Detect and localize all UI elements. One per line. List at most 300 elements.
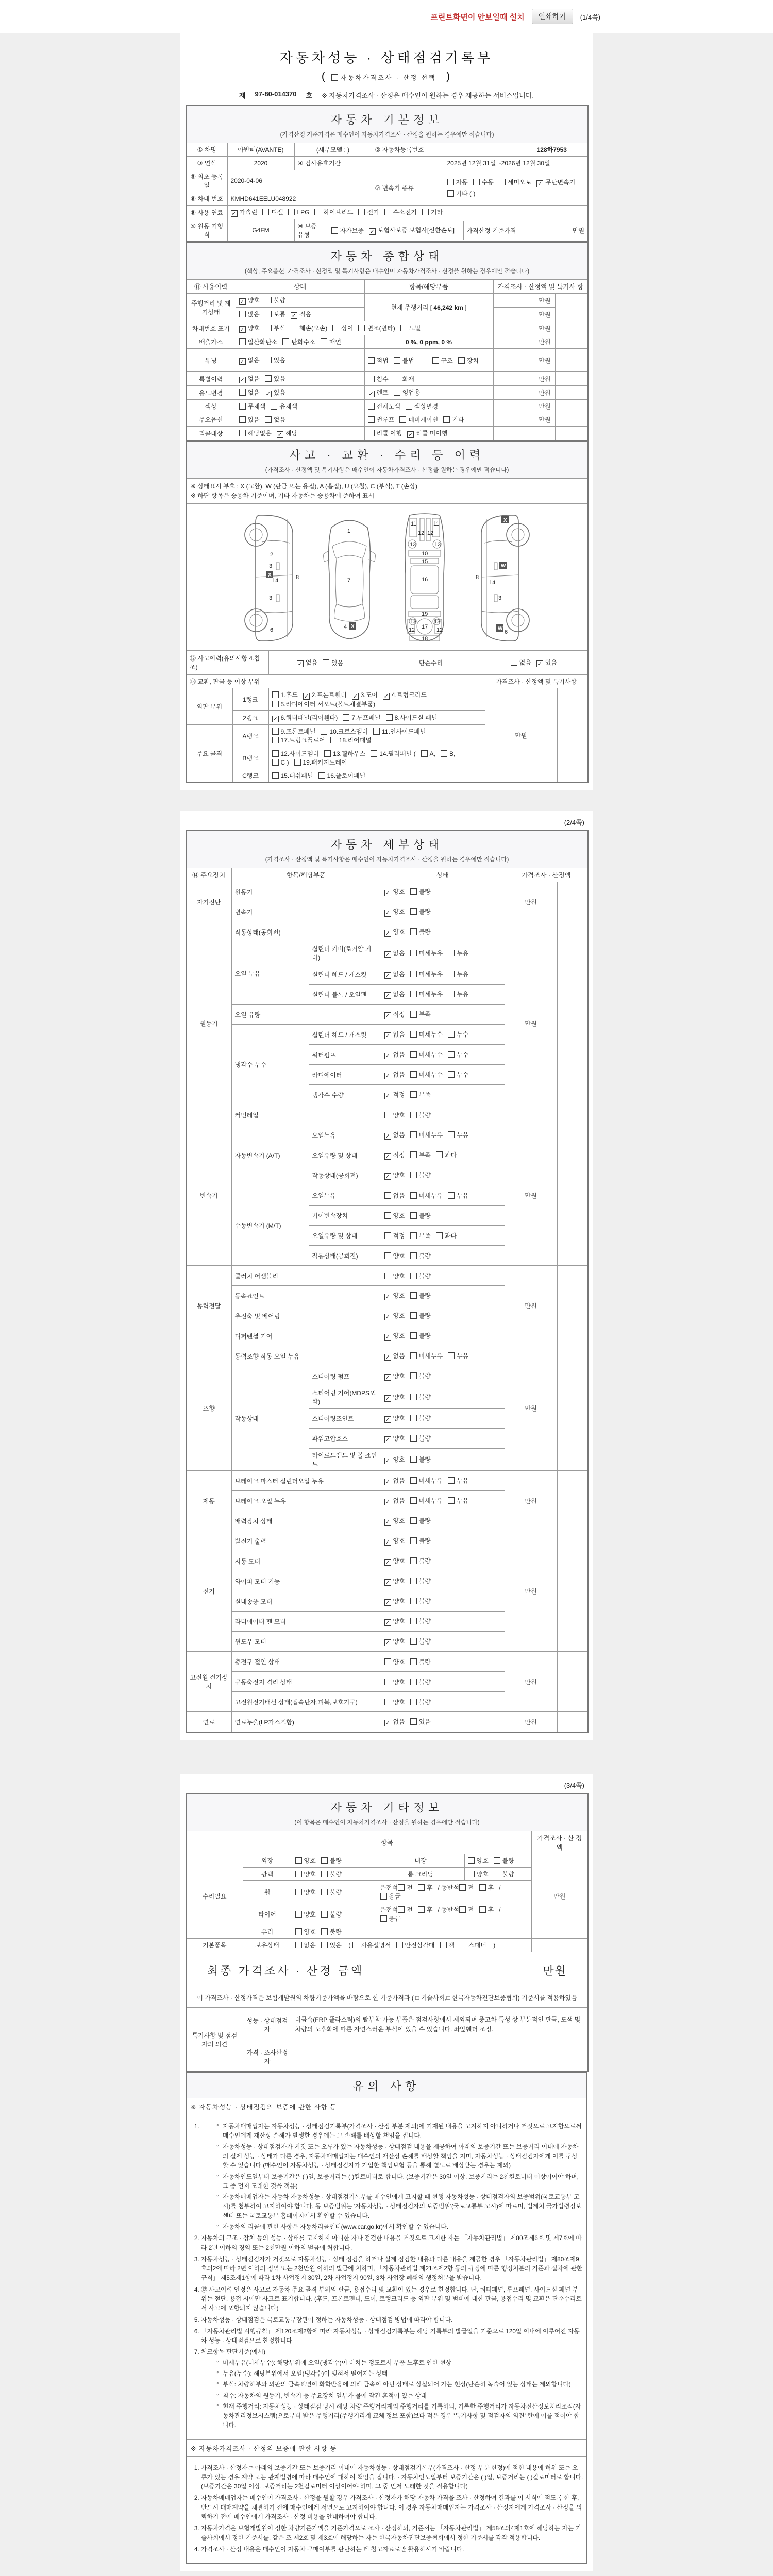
checked-checkbox-icon[interactable]: ✓ [240, 377, 245, 383]
unchecked-checkbox-icon[interactable] [239, 389, 246, 396]
checkbox-option[interactable] [384, 1331, 405, 1341]
checkbox-option[interactable] [324, 749, 365, 758]
checked-checkbox-icon[interactable]: ✓ [408, 432, 413, 438]
checkbox-option[interactable] [384, 1657, 405, 1666]
checked-checkbox-icon[interactable]: ✓ [291, 313, 296, 319]
unchecked-checkbox-icon[interactable] [410, 1051, 417, 1058]
checkbox-option[interactable] [384, 1272, 405, 1280]
checkbox-option[interactable] [410, 948, 443, 957]
checkbox-option[interactable] [479, 1883, 494, 1892]
checkbox-option[interactable] [448, 948, 468, 957]
checkbox-option[interactable] [380, 1892, 401, 1901]
checkbox-option[interactable] [448, 1191, 468, 1200]
unchecked-checkbox-icon[interactable] [410, 1679, 417, 1685]
checkbox-option[interactable] [499, 178, 531, 187]
unchecked-checkbox-icon[interactable] [410, 1232, 417, 1239]
unchecked-checkbox-icon[interactable] [410, 1252, 417, 1259]
checkbox-option[interactable] [384, 1516, 405, 1526]
checked-checkbox-icon[interactable]: ✓ [385, 1437, 390, 1443]
unchecked-checkbox-icon[interactable] [368, 403, 375, 410]
checkbox-option[interactable] [410, 1577, 431, 1585]
unchecked-checkbox-icon[interactable] [332, 325, 339, 331]
checkbox-option[interactable] [272, 749, 320, 758]
unchecked-checkbox-icon[interactable] [418, 1884, 425, 1891]
checkbox-option[interactable] [384, 1434, 405, 1443]
unchecked-checkbox-icon[interactable] [422, 209, 429, 215]
unchecked-checkbox-icon[interactable] [410, 991, 417, 997]
checkbox-option[interactable] [384, 208, 417, 216]
checkbox-option[interactable] [295, 1888, 316, 1896]
checked-checkbox-icon[interactable]: ✓ [385, 1375, 390, 1381]
checkbox-option[interactable] [410, 1251, 431, 1260]
checkbox-option[interactable] [400, 324, 421, 332]
unchecked-checkbox-icon[interactable] [410, 1192, 417, 1199]
unchecked-checkbox-icon[interactable] [410, 1638, 417, 1645]
checked-checkbox-icon[interactable]: ✓ [385, 1519, 390, 1526]
unchecked-checkbox-icon[interactable] [358, 325, 365, 331]
unchecked-checkbox-icon[interactable] [239, 338, 246, 345]
checkbox-option[interactable] [384, 1617, 405, 1626]
checkbox-option[interactable] [358, 324, 395, 332]
unchecked-checkbox-icon[interactable] [368, 376, 375, 382]
checkbox-option[interactable] [384, 927, 405, 937]
unchecked-checkbox-icon[interactable] [418, 1906, 425, 1913]
unchecked-checkbox-icon[interactable] [398, 1906, 405, 1913]
checked-checkbox-icon[interactable]: ✓ [385, 890, 390, 896]
unchecked-checkbox-icon[interactable] [314, 209, 321, 215]
checked-checkbox-icon[interactable]: ✓ [385, 1499, 390, 1505]
checked-checkbox-icon[interactable]: ✓ [385, 1640, 390, 1646]
unchecked-checkbox-icon[interactable] [272, 759, 279, 766]
unchecked-checkbox-icon[interactable] [384, 1273, 391, 1279]
unchecked-checkbox-icon[interactable] [321, 1871, 328, 1877]
checkbox-option[interactable] [384, 1010, 405, 1019]
checkbox-option[interactable] [436, 1231, 457, 1240]
unchecked-checkbox-icon[interactable] [410, 888, 417, 895]
checkbox-option[interactable] [448, 1050, 468, 1059]
checkbox-option[interactable] [410, 1657, 431, 1666]
unchecked-checkbox-icon[interactable] [410, 1212, 417, 1219]
unchecked-checkbox-icon[interactable] [410, 1618, 417, 1624]
unchecked-checkbox-icon[interactable] [436, 1151, 443, 1158]
checkbox-option[interactable] [447, 178, 468, 187]
unchecked-checkbox-icon[interactable] [394, 357, 400, 364]
unchecked-checkbox-icon[interactable] [421, 750, 428, 757]
checkbox-option[interactable] [295, 1910, 316, 1919]
checkbox-option[interactable] [410, 970, 443, 978]
checkbox-option[interactable] [494, 1856, 514, 1865]
checked-checkbox-icon[interactable]: ✓ [385, 952, 390, 958]
unchecked-checkbox-icon[interactable] [272, 728, 279, 735]
checkbox-option[interactable] [318, 771, 366, 780]
checkbox-option[interactable] [265, 355, 285, 364]
checked-checkbox-icon[interactable]: ✓ [537, 180, 543, 187]
checked-checkbox-icon[interactable]: ✓ [385, 1093, 390, 1099]
unchecked-checkbox-icon[interactable] [265, 416, 272, 423]
checked-checkbox-icon[interactable]: ✓ [385, 1580, 390, 1586]
checkbox-option[interactable] [410, 1030, 443, 1039]
unchecked-checkbox-icon[interactable] [511, 659, 517, 666]
unchecked-checkbox-icon[interactable] [410, 1435, 417, 1442]
checkbox-option[interactable] [262, 208, 283, 216]
unchecked-checkbox-icon[interactable] [265, 375, 272, 382]
unchecked-checkbox-icon[interactable] [384, 1232, 391, 1239]
checkbox-option[interactable] [314, 208, 353, 216]
unchecked-checkbox-icon[interactable] [384, 1252, 391, 1259]
unchecked-checkbox-icon[interactable] [458, 357, 465, 364]
checkbox-option[interactable] [407, 429, 447, 438]
checkbox-option[interactable] [384, 1090, 405, 1099]
checkbox-option[interactable] [384, 1211, 405, 1220]
unchecked-checkbox-icon[interactable] [410, 1658, 417, 1665]
unchecked-checkbox-icon[interactable] [448, 991, 455, 997]
checkbox-option[interactable] [410, 1597, 431, 1605]
checkbox-option[interactable] [410, 1717, 431, 1726]
checkbox-option[interactable] [239, 310, 260, 318]
checkbox-option[interactable] [384, 1393, 405, 1402]
unchecked-checkbox-icon[interactable] [410, 928, 417, 935]
unchecked-checkbox-icon[interactable] [448, 1071, 455, 1078]
checked-checkbox-icon[interactable]: ✓ [385, 1154, 390, 1160]
unchecked-checkbox-icon[interactable] [410, 971, 417, 977]
checkbox-option[interactable] [399, 415, 438, 424]
unchecked-checkbox-icon[interactable] [410, 950, 417, 956]
unchecked-checkbox-icon[interactable] [384, 1699, 391, 1705]
unchecked-checkbox-icon[interactable] [371, 750, 377, 757]
unchecked-checkbox-icon[interactable] [321, 1889, 328, 1895]
checkbox-option[interactable] [394, 356, 414, 365]
checkbox-option[interactable] [410, 1677, 431, 1686]
checkbox-option[interactable] [384, 1496, 405, 1505]
checkbox-option[interactable] [295, 1941, 316, 1950]
unchecked-checkbox-icon[interactable] [410, 1718, 417, 1725]
unchecked-checkbox-icon[interactable] [331, 74, 338, 81]
unchecked-checkbox-icon[interactable] [410, 1312, 417, 1319]
checkbox-option[interactable] [272, 727, 316, 736]
unchecked-checkbox-icon[interactable] [448, 950, 455, 956]
checked-checkbox-icon[interactable]: ✓ [385, 1620, 390, 1626]
unchecked-checkbox-icon[interactable] [460, 1942, 466, 1948]
checkbox-option[interactable] [384, 1597, 405, 1606]
unchecked-checkbox-icon[interactable] [448, 1051, 455, 1058]
checkbox-option[interactable] [410, 1272, 431, 1280]
unchecked-checkbox-icon[interactable] [436, 1232, 443, 1239]
checkbox-option[interactable] [410, 907, 431, 916]
checkbox-option[interactable] [432, 356, 453, 365]
checkbox-option[interactable] [448, 990, 468, 998]
checkbox-option[interactable] [386, 713, 438, 722]
checkbox-option[interactable] [231, 208, 258, 217]
unchecked-checkbox-icon[interactable] [239, 416, 246, 423]
unchecked-checkbox-icon[interactable] [265, 297, 272, 303]
checked-checkbox-icon[interactable]: ✓ [383, 693, 389, 700]
checkbox-option[interactable] [272, 736, 325, 744]
unchecked-checkbox-icon[interactable] [447, 190, 454, 197]
checked-checkbox-icon[interactable]: ✓ [385, 1033, 390, 1039]
unchecked-checkbox-icon[interactable] [448, 1131, 455, 1138]
checkbox-option[interactable] [511, 658, 531, 667]
checkbox-option[interactable] [418, 1883, 433, 1892]
unchecked-checkbox-icon[interactable] [291, 325, 297, 331]
unchecked-checkbox-icon[interactable] [380, 1893, 387, 1900]
checkbox-option[interactable] [288, 209, 309, 216]
checkbox-option[interactable] [384, 1171, 405, 1180]
unchecked-checkbox-icon[interactable] [272, 772, 279, 779]
unchecked-checkbox-icon[interactable] [448, 1352, 455, 1359]
unchecked-checkbox-icon[interactable] [448, 1497, 455, 1504]
unchecked-checkbox-icon[interactable] [265, 311, 272, 317]
checkbox-option[interactable] [330, 736, 372, 744]
checkbox-option[interactable] [265, 388, 285, 397]
unchecked-checkbox-icon[interactable] [448, 1477, 455, 1484]
checkbox-option[interactable] [410, 1111, 431, 1120]
checkbox-option[interactable] [448, 1030, 468, 1039]
unchecked-checkbox-icon[interactable] [410, 1537, 417, 1544]
checkbox-option[interactable] [331, 226, 364, 235]
checkbox-option[interactable] [384, 1130, 405, 1140]
unchecked-checkbox-icon[interactable] [410, 1598, 417, 1604]
unchecked-checkbox-icon[interactable] [410, 1517, 417, 1524]
checkbox-option[interactable] [265, 415, 285, 424]
unchecked-checkbox-icon[interactable] [468, 1857, 475, 1864]
checkbox-option[interactable] [384, 1030, 405, 1039]
checkbox-option[interactable] [384, 1536, 405, 1546]
unchecked-checkbox-icon[interactable] [410, 1273, 417, 1279]
unchecked-checkbox-icon[interactable] [272, 701, 279, 707]
unchecked-checkbox-icon[interactable] [380, 1915, 387, 1922]
unchecked-checkbox-icon[interactable] [368, 357, 375, 364]
checked-checkbox-icon[interactable]: ✓ [385, 930, 390, 937]
checkbox-option[interactable] [436, 1150, 457, 1159]
unchecked-checkbox-icon[interactable] [410, 1394, 417, 1400]
unchecked-checkbox-icon[interactable] [265, 357, 272, 363]
checkbox-option[interactable] [410, 1191, 443, 1200]
unchecked-checkbox-icon[interactable] [494, 1871, 500, 1877]
unchecked-checkbox-icon[interactable] [448, 971, 455, 977]
checkbox-option[interactable] [410, 1556, 431, 1565]
unchecked-checkbox-icon[interactable] [448, 1192, 455, 1199]
checked-checkbox-icon[interactable]: ✓ [385, 1720, 390, 1726]
checkbox-option[interactable] [271, 402, 297, 411]
checked-checkbox-icon[interactable]: ✓ [385, 1479, 390, 1485]
checkbox-option[interactable] [384, 1291, 405, 1300]
unchecked-checkbox-icon[interactable] [321, 338, 327, 345]
unchecked-checkbox-icon[interactable] [494, 1857, 500, 1864]
unchecked-checkbox-icon[interactable] [384, 209, 391, 215]
unchecked-checkbox-icon[interactable] [265, 325, 272, 331]
unchecked-checkbox-icon[interactable] [321, 728, 327, 735]
checkbox-option[interactable] [398, 1883, 413, 1892]
unchecked-checkbox-icon[interactable] [384, 1112, 391, 1118]
checkbox-option[interactable] [295, 1927, 316, 1936]
checkbox-option[interactable] [321, 1910, 342, 1919]
checkbox-option[interactable] [265, 374, 285, 383]
unchecked-checkbox-icon[interactable] [321, 1942, 328, 1948]
checkbox-option[interactable] [396, 1941, 435, 1950]
unchecked-checkbox-icon[interactable] [410, 1011, 417, 1018]
checkbox-option[interactable] [410, 1311, 431, 1320]
checkbox-option[interactable] [384, 1677, 405, 1686]
unchecked-checkbox-icon[interactable] [406, 403, 412, 410]
unchecked-checkbox-icon[interactable] [330, 737, 337, 743]
unchecked-checkbox-icon[interactable] [394, 389, 400, 396]
checkbox-option[interactable] [440, 1941, 455, 1950]
checked-checkbox-icon[interactable]: ✓ [265, 391, 271, 397]
checkbox-option[interactable] [384, 1637, 405, 1646]
checkbox-option[interactable] [272, 771, 313, 780]
unchecked-checkbox-icon[interactable] [410, 908, 417, 915]
checked-checkbox-icon[interactable]: ✓ [240, 299, 245, 305]
checkbox-option[interactable] [321, 1941, 342, 1950]
checkbox-option[interactable] [468, 1870, 489, 1878]
checked-checkbox-icon[interactable]: ✓ [277, 432, 282, 438]
checkbox-option[interactable] [410, 1291, 431, 1300]
checkbox-option[interactable] [384, 887, 405, 896]
checkbox-option[interactable] [321, 727, 368, 736]
checkbox-option[interactable] [448, 1351, 468, 1360]
unchecked-checkbox-icon[interactable] [384, 1679, 391, 1685]
checkbox-option[interactable] [239, 402, 266, 411]
unchecked-checkbox-icon[interactable] [410, 1352, 417, 1359]
checkbox-option[interactable] [294, 758, 347, 767]
checkbox-option[interactable] [368, 415, 395, 424]
unchecked-checkbox-icon[interactable] [410, 1456, 417, 1463]
checkbox-option[interactable] [398, 1905, 413, 1914]
checkbox-option[interactable] [239, 337, 278, 346]
unchecked-checkbox-icon[interactable] [410, 1372, 417, 1379]
checkbox-option[interactable] [371, 749, 415, 758]
checkbox-option[interactable] [239, 355, 260, 365]
checkbox-option[interactable] [406, 402, 438, 411]
checked-checkbox-icon[interactable]: ✓ [385, 1417, 390, 1423]
checkbox-option[interactable] [384, 1111, 405, 1120]
unchecked-checkbox-icon[interactable] [386, 714, 393, 721]
checkbox-option[interactable] [410, 1496, 443, 1505]
checked-checkbox-icon[interactable]: ✓ [385, 993, 390, 999]
checkbox-option[interactable] [331, 70, 436, 83]
checked-checkbox-icon[interactable]: ✓ [352, 693, 358, 700]
checkbox-option[interactable] [384, 907, 405, 917]
checked-checkbox-icon[interactable]: ✓ [385, 1294, 390, 1300]
checkbox-option[interactable] [384, 1577, 405, 1586]
unchecked-checkbox-icon[interactable] [239, 403, 246, 410]
unchecked-checkbox-icon[interactable] [239, 430, 246, 436]
checkbox-option[interactable] [384, 1351, 405, 1361]
unchecked-checkbox-icon[interactable] [318, 772, 325, 779]
unchecked-checkbox-icon[interactable] [271, 403, 277, 410]
unchecked-checkbox-icon[interactable] [410, 1332, 417, 1339]
checkbox-option[interactable] [303, 690, 347, 700]
checked-checkbox-icon[interactable]: ✓ [385, 910, 390, 917]
unchecked-checkbox-icon[interactable] [410, 1112, 417, 1118]
checkbox-option[interactable] [494, 1870, 514, 1878]
checkbox-option[interactable] [410, 1150, 431, 1159]
checkbox-option[interactable] [368, 356, 389, 365]
checkbox-option[interactable] [373, 727, 426, 736]
checkbox-option[interactable] [468, 1856, 489, 1865]
checkbox-option[interactable] [368, 375, 389, 383]
checkbox-option[interactable] [368, 402, 400, 411]
unchecked-checkbox-icon[interactable] [479, 1906, 486, 1913]
checkbox-option[interactable] [410, 927, 431, 936]
checkbox-option[interactable] [321, 1870, 342, 1878]
checkbox-option[interactable] [441, 750, 455, 757]
checkbox-option[interactable] [321, 1888, 342, 1896]
checkbox-option[interactable] [473, 178, 494, 187]
unchecked-checkbox-icon[interactable] [373, 728, 380, 735]
unchecked-checkbox-icon[interactable] [399, 416, 406, 423]
checkbox-option[interactable] [410, 1231, 431, 1240]
checkbox-option[interactable] [239, 374, 260, 383]
checkbox-option[interactable] [410, 1617, 431, 1625]
checkbox-option[interactable] [291, 310, 311, 319]
checkbox-option[interactable] [410, 1371, 431, 1380]
checkbox-option[interactable] [291, 324, 327, 332]
checked-checkbox-icon[interactable]: ✓ [385, 1073, 390, 1079]
checked-checkbox-icon[interactable]: ✓ [385, 1314, 390, 1320]
checkbox-option[interactable] [410, 1130, 443, 1139]
checkbox-option[interactable] [421, 750, 435, 757]
checkbox-option[interactable] [384, 990, 405, 999]
checkbox-option[interactable] [383, 690, 427, 700]
unchecked-checkbox-icon[interactable] [432, 357, 439, 364]
unchecked-checkbox-icon[interactable] [295, 1911, 302, 1918]
unchecked-checkbox-icon[interactable] [288, 209, 295, 215]
unchecked-checkbox-icon[interactable] [368, 430, 375, 436]
checkbox-option[interactable] [443, 415, 464, 424]
checkbox-option[interactable] [384, 1150, 405, 1160]
unchecked-checkbox-icon[interactable] [443, 416, 450, 423]
unchecked-checkbox-icon[interactable] [352, 1942, 359, 1948]
checkbox-option[interactable] [272, 700, 376, 708]
checked-checkbox-icon[interactable]: ✓ [240, 359, 245, 365]
unchecked-checkbox-icon[interactable] [410, 1497, 417, 1504]
checkbox-option[interactable] [460, 1941, 486, 1950]
checkbox-option[interactable] [384, 1251, 405, 1260]
unchecked-checkbox-icon[interactable] [499, 179, 506, 185]
checked-checkbox-icon[interactable]: ✓ [385, 1133, 390, 1140]
checkbox-option[interactable] [384, 1191, 405, 1200]
unchecked-checkbox-icon[interactable] [468, 1871, 475, 1877]
checkbox-option[interactable] [352, 1941, 391, 1950]
checkbox-option[interactable] [448, 1070, 468, 1079]
checked-checkbox-icon[interactable]: ✓ [385, 1396, 390, 1402]
checkbox-option[interactable] [459, 1905, 474, 1914]
unchecked-checkbox-icon[interactable] [400, 325, 407, 331]
unchecked-checkbox-icon[interactable] [398, 1884, 405, 1891]
checkbox-option[interactable] [332, 324, 353, 332]
checked-checkbox-icon[interactable]: ✓ [385, 1013, 390, 1019]
checkbox-option[interactable] [410, 887, 431, 896]
unchecked-checkbox-icon[interactable] [282, 338, 289, 345]
checkbox-option[interactable] [410, 1070, 443, 1079]
checkbox-option[interactable] [394, 388, 421, 397]
checkbox-option[interactable] [384, 1050, 405, 1059]
checkbox-option[interactable] [410, 1393, 431, 1401]
unchecked-checkbox-icon[interactable] [272, 750, 279, 757]
unchecked-checkbox-icon[interactable] [459, 1906, 466, 1913]
unchecked-checkbox-icon[interactable] [410, 1578, 417, 1584]
checkbox-option[interactable] [448, 1496, 468, 1505]
unchecked-checkbox-icon[interactable] [448, 1031, 455, 1038]
checkbox-option[interactable] [410, 1536, 431, 1545]
checkbox-option[interactable] [447, 189, 476, 198]
checkbox-option[interactable] [410, 1698, 431, 1706]
checked-checkbox-icon[interactable]: ✓ [385, 1334, 390, 1341]
unchecked-checkbox-icon[interactable] [410, 1557, 417, 1564]
checkbox-option[interactable] [410, 1010, 431, 1019]
unchecked-checkbox-icon[interactable] [295, 1928, 302, 1935]
